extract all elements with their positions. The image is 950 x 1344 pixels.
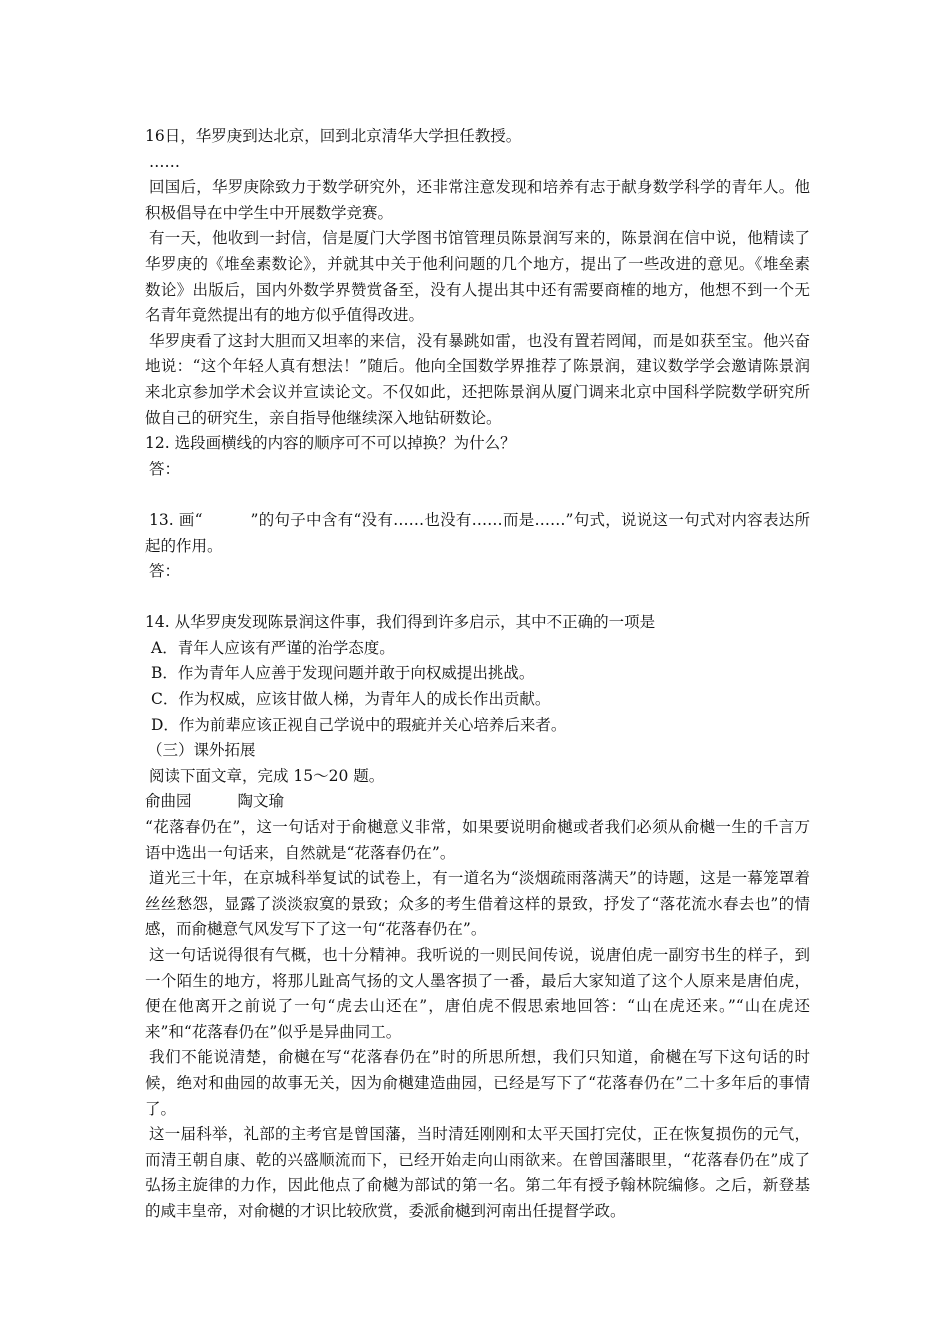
section-heading: （三）课外拓展: [147, 741, 256, 760]
option-c: C．作为权威，应该甘做人梯，为青年人的成长作出贡献。: [151, 690, 551, 709]
article-title: [145, 789, 810, 815]
question-12: 12. 选段画横线的内容的顺序可不可以掉换？为什么？: [145, 434, 516, 453]
paragraph: 道光三十年，在京城科举复试的试卷上，有一道名为“淡烟疏雨落满天”的诗题，这是一幕笼罩着丝丝愁怨，显露了淡淡寂寞的景致；众多的考生借着这样的景致，抒发了“落花流水春去也”的情感，而俞樾意气风发写下了这一句“花落春仍在”。: [145, 869, 810, 939]
paragraph: 这一届科举，礼部的主考官是曾国藩，当时清廷刚刚和太平天国打完仗，正在恢复损伤的元气，而清王朝自康、乾的兴盛顺流而下，已经开始走向山雨欲来。在曾国藩眼里，“花落春仍在”成了弘扬主旋律的力作，因此他点了俞樾为部试的第一名。第二年有授予翰林院编修。之后，新登基的咸丰皇帝，对俞樾的才识比较欣赏，委派俞樾到河南出任提督学政。: [145, 1125, 810, 1220]
option-b: B．作为青年人应善于发现问题并敢于向权威提出挑战。: [151, 664, 535, 683]
question-14: 14. 从华罗庚发现陈景润这件事，我们得到许多启示，其中不正确的一项是: [145, 613, 656, 632]
question-13-start: 13. 画“: [149, 510, 203, 529]
paragraph: 有一天，他收到一封信，信是厦门大学图书馆管理员陈景润写来的，陈景润在信中说，他精读了华罗庚的《堆垒素数论》，并就其中关于他利问题的几个地方，提出了一些改进的意见。《堆垒素数论》出版后，国内外数学界赞赏备至，没有人提出其中还有需要商榷的地方，他想不到一个无名青年竟然提出有的地方似乎值得改进。: [145, 229, 810, 325]
option-d: D．作为前辈应该正视自己学说中的瑕疵并关心培养后来者。: [151, 715, 567, 734]
option-a: A．青年人应该有严谨的治学态度。: [151, 638, 395, 657]
question-13: [145, 508, 810, 559]
paragraph: 华罗庚看了这封大胆而又坦率的来信，没有暴跳如雷，也没有置若罔闻，而是如获至宝。他兴奋地说：“这个年轻人真有想法！”随后。他向全国数学界推荐了陈景润，建议数学学会邀请陈景润来北京参加学术会议并宣读论文。不仅如此，还把陈景润从厦门调来北京中国科学院数学研究所做自己的研究生，亲自指导他继续深入地钻研数论。: [145, 331, 810, 427]
answer-label: 答：: [149, 562, 181, 581]
instruction: 阅读下面文章，完成 15～20 题。: [149, 766, 385, 785]
paragraph: “花落春仍在”，这一句话对于俞樾意义非常，如果要说明俞樾或者我们必须从俞樾一生的千言万语中选出一句话来，自然就是“花落春仍在”。: [145, 818, 810, 862]
paragraph: 我们不能说清楚，俞樾在写“花落春仍在”时的所思所想，我们只知道，俞樾在写下这句话的时候，绝对和曲园的故事无关，因为俞樾建造曲园，已经是写下了“花落春仍在”二十多年后的事情了。: [145, 1048, 810, 1118]
paragraph: 这一句话说得很有气概，也十分精神。我听说的一则民间传说，说唐伯虎一副穷书生的样子，到一个陌生的地方，将那儿趾高气扬的文人墨客损了一番，最后大家知道了这个人原来是唐伯虎，便在他离开之前说了一句“虎去山还在”，唐伯虎不假思索地回答：“山在虎还来。”“山在虎还来”和“花落春仍在”似乎是异曲同工。: [145, 946, 810, 1041]
text-line: 16日，华罗庚到达北京，回到北京清华大学担任教授。: [145, 127, 522, 145]
answer-space: [145, 482, 810, 508]
question-13-rest: ”的句子中含有“没有……也没有……而是……”句式，说说这一句式对内容表达所起的作用。: [145, 510, 810, 555]
answer-space: [145, 585, 810, 611]
document-page: [145, 124, 810, 1225]
answer-label: 答：: [149, 459, 181, 478]
article-title-text: 俞曲园: [145, 792, 192, 811]
article-author: 陶文瑜: [237, 792, 285, 811]
paragraph: 回国后，华罗庚除致力于数学研究外，还非常注意发现和培养有志于献身数学科学的青年人。他积极倡导在中学生中开展数学竞赛。: [145, 178, 810, 222]
ellipsis-line: ……: [149, 152, 180, 171]
